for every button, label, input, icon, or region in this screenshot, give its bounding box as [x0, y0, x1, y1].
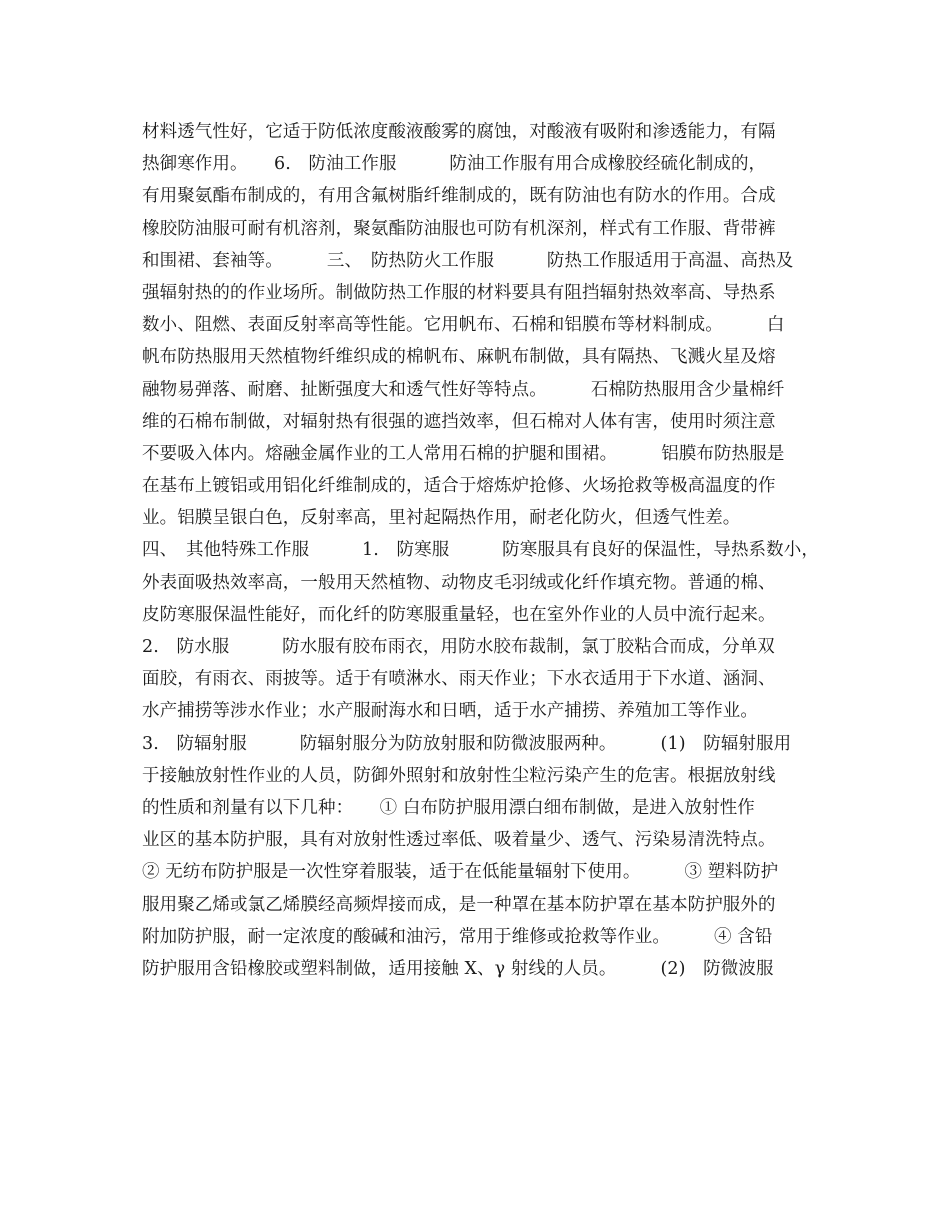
text-line: 2. 防水服 防水服有胶布雨衣，用防水胶布裁制，氯丁胶粘合而成，分单双	[142, 637, 775, 657]
text-line: 材料透气性好，它适于防低浓度酸液酸雾的腐蚀，对酸液有吸附和渗透能力，有隔	[142, 122, 776, 142]
text-line: 橡胶防油服可耐有机溶剂，聚氨酯防油服也可防有机深剂，样式有工作服、背带裤	[142, 218, 776, 239]
body-text	[142, 116, 819, 985]
text-line: 业。铝膜呈银白色，反射率高，里衬起隔热作用，耐老化防火，但透气性差。	[142, 508, 741, 529]
text-line: 在基布上镀铝或用铝化纤维制成的，适合于熔炼炉抢修、火场抢救等极高温度的作	[142, 476, 776, 497]
text-line: 服用聚乙烯或氯乙烯膜经高频焊接而成，是一种罩在基本防护罩在基本防护服外的	[142, 894, 776, 915]
text-line: 强辐射热的的作业场所。制做防热工作服的材料要具有阻挡辐射热效率高、导热系	[142, 282, 776, 303]
text-line: 业区的基本防护服，具有对放射性透过率低、吸着量少、透气、污染易清洗特点。	[142, 830, 776, 851]
text-line: 不要吸入体内。熔融金属作业的工人常用石棉的护腿和围裙。 铝膜布防热服是	[142, 443, 785, 464]
text-line: ② 无纺布防护服是一次性穿着服装，适于在低能量辐射下使用。 ③ 塑料防护	[142, 862, 779, 883]
text-line: 皮防寒服保温性能好，而化纤的防寒服重量轻，也在室外作业的人员中流行起来。	[142, 604, 776, 625]
text-line: 四、 其他特殊工作服 1. 防寒服 防寒服具有良好的保温性，导热系数小，	[142, 540, 819, 561]
text-line: 帆布防热服用天然植物纤维织成的棉帆布、麻帆布制做，具有隔热、飞溅火星及熔	[142, 347, 776, 368]
text-line: 的性质和剂量有以下几种： ① 白布防护服用漂白细布制做，是进入放射性作	[142, 797, 755, 818]
text-line: 数小、阻燃、表面反射率高等性能。它用帆布、石棉和铝膜布等材料制成。 白	[142, 315, 785, 336]
text-line: 附加防护服，耐一定浓度的酸碱和油污，常用于维修或抢救等作业。 ④ 含铅	[142, 926, 773, 947]
text-line: 维的石棉布制做，对辐射热有很强的遮挡效率，但石棉对人体有害，使用时须注意	[142, 411, 776, 432]
text-line: 防护服用含铅橡胶或塑料制做，适用接触 X、γ 射线的人员。 (2) 防微波服	[142, 958, 774, 979]
text-line: 热御寒作用。 6. 防油工作服 防油工作服有用合成橡胶经硫化制成的，	[142, 154, 767, 175]
text-line: 融物易弹落、耐磨、扯断强度大和透气性好等特点。 石棉防热服用含少量棉纤	[142, 379, 785, 400]
text-line: 外表面吸热效率高，一般用天然植物、动物皮毛羽绒或化纤作填充物。普通的棉、	[142, 572, 776, 593]
text-line: 水产捕捞等涉水作业；水产服耐海水和日晒，适于水产捕捞、养殖加工等作业。	[142, 701, 758, 722]
text-line: 面胶，有雨衣、雨披等。适于有喷淋水、雨天作业；下水衣适用于下水道、涵洞、	[142, 669, 776, 690]
text-line: 3. 防辐射服 防辐射服分为防放射服和防微波服两种。 (1) 防辐射服用	[142, 733, 792, 754]
text-line: 有用聚氨酯布制成的，有用含氟树脂纤维制成的，既有防油也有防水的作用。合成	[142, 186, 776, 207]
text-line: 和围裙、套袖等。 三、 防热防火工作服 防热工作服适用于高温、高热及	[142, 250, 794, 271]
text-line: 于接触放射性作业的人员，防御外照射和放射性尘粒污染产生的危害。根据放射线	[142, 765, 776, 786]
